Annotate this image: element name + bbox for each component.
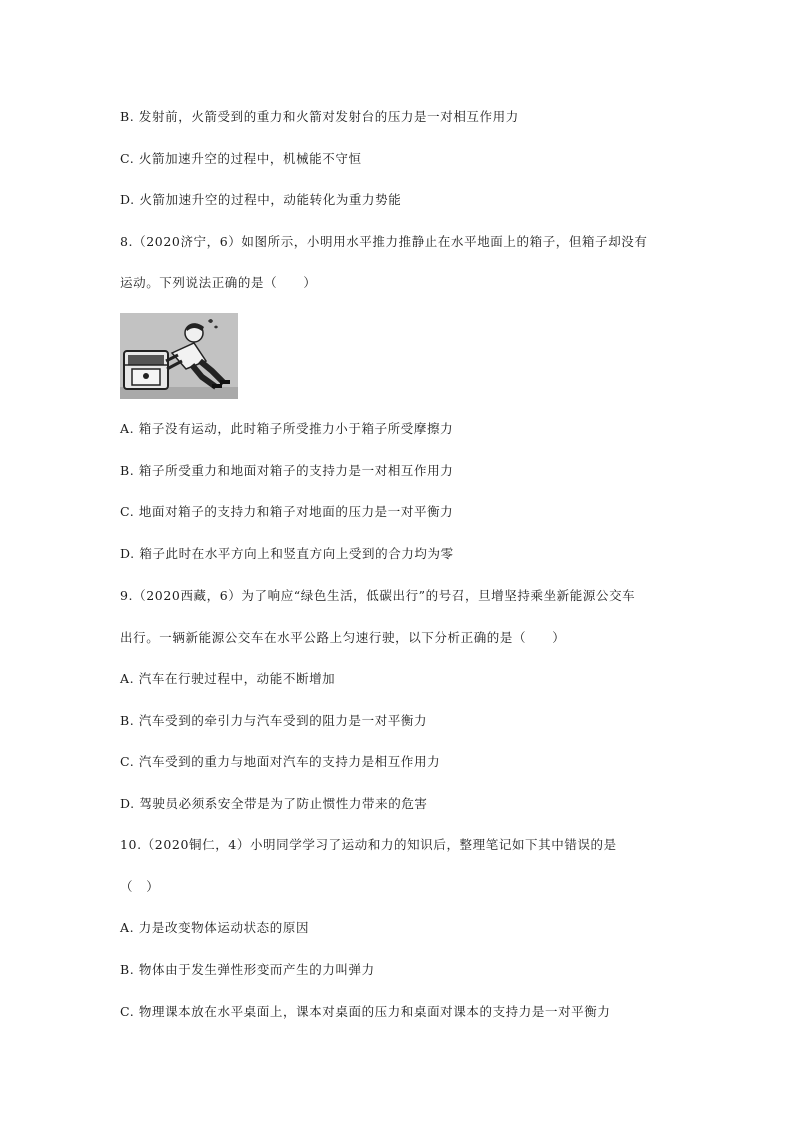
line-q10-stem-1: 10.（2020铜仁，4）小明同学学习了运动和力的知识后，整理笔记如下其中错误的是 (120, 837, 617, 852)
option-q10-b: B. 物体由于发生弹性形变而产生的力叫弹力 (120, 962, 375, 977)
option-q9-a: A. 汽车在行驶过程中，动能不断增加 (120, 671, 336, 686)
option-q8-c: C. 地面对箱子的支持力和箱子对地面的压力是一对平衡力 (120, 504, 454, 519)
line-q10-stem-2: （ ） (120, 879, 160, 894)
option-q9-b: B. 汽车受到的牵引力与汽车受到的阻力是一对平衡力 (120, 713, 428, 728)
option-q8-a: A. 箱子没有运动，此时箱子所受推力小于箱子所受摩擦力 (120, 421, 454, 436)
line-q7-c: C. 火箭加速升空的过程中，机械能不守恒 (120, 151, 362, 166)
line-q8-stem-2: 运动。下列说法正确的是（ ） (120, 275, 317, 290)
option-q9-c: C. 汽车受到的重力与地面对汽车的支持力是相互作用力 (120, 754, 441, 769)
option-q8-b: B. 箱子所受重力和地面对箱子的支持力是一对相互作用力 (120, 463, 454, 478)
option-q10-a: A. 力是改变物体运动状态的原因 (120, 920, 310, 935)
line-q9-stem-1: 9.（2020西藏，6）为了响应“绿色生活，低碳出行”的号召，旦增坚持乘坐新能源公交车 (120, 588, 636, 603)
line-q8-stem-1: 8.（2020济宁，6）如图所示，小明用水平推力推静止在水平地面上的箱子，但箱子却没有 (120, 234, 648, 249)
boy-pushing-box-illustration (120, 313, 238, 399)
option-q8-d: D. 箱子此时在水平方向上和竖直方向上受到的合力均为零 (120, 546, 454, 561)
line-q9-stem-2: 出行。一辆新能源公交车在水平公路上匀速行驶，以下分析正确的是（ ） (120, 630, 566, 645)
option-q9-d: D. 驾驶员必须系安全带是为了防止惯性力带来的危害 (120, 796, 428, 811)
option-q10-c: C. 物理课本放在水平桌面上，课本对桌面的压力和桌面对课本的支持力是一对平衡力 (120, 1004, 611, 1019)
line-q7-b: B. 发射前，火箭受到的重力和火箭对发射台的压力是一对相互作用力 (120, 109, 519, 124)
boy-pushing-box-figure (120, 313, 238, 399)
line-q7-d: D. 火箭加速升空的过程中，动能转化为重力势能 (120, 192, 402, 207)
